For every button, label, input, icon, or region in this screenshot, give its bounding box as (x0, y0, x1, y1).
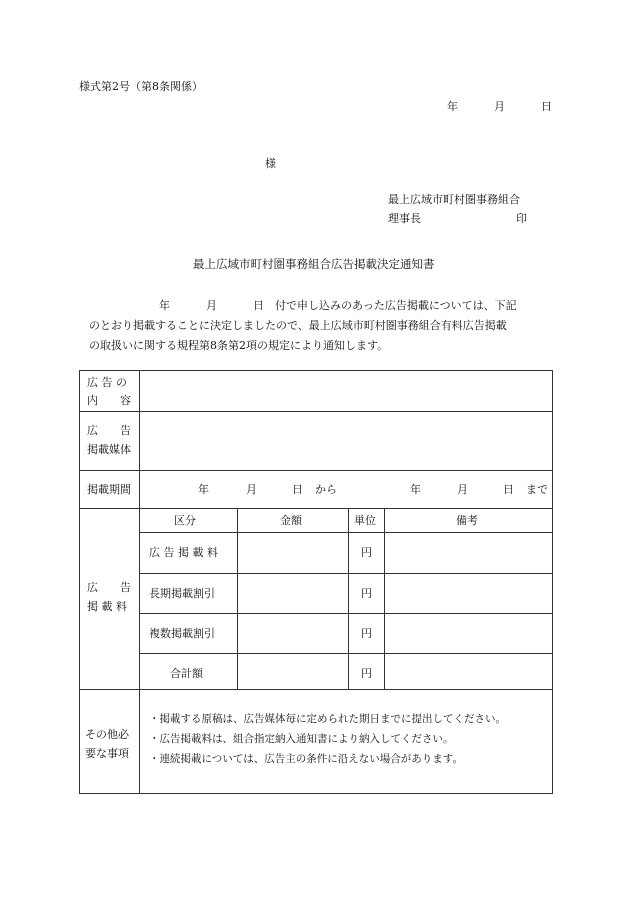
note-item: ・連続掲載については、広告主の条件に沿えない場合があります。 (149, 753, 463, 765)
document-title: 最上広域市町村圏事務組合広告掲載決定通知書 (193, 257, 435, 271)
fee-row-category: 広 告 掲 載 料 (149, 546, 218, 559)
period-day-2: 日 (503, 483, 514, 496)
table-divider (139, 508, 140, 793)
note-item: ・広告掲載料は、組合指定納入通知書により納入してください。 (149, 733, 454, 745)
date-day-label: 日 (541, 100, 552, 113)
form-number: 様式第2号（第8条関係） (79, 80, 203, 93)
table-divider (237, 508, 238, 689)
period-day-1: 日 (292, 483, 303, 496)
sender-seal: 印 (516, 212, 527, 225)
body-date-year: 年 (159, 299, 170, 312)
notice-table (79, 370, 553, 794)
period-until: まで (526, 483, 548, 496)
table-divider (139, 653, 552, 654)
ad-medium-label: 広 告 (87, 424, 131, 437)
body-date-day: 日 (253, 299, 264, 312)
body-line-2: のとおり掲載することに決定しましたので、最上広域市町村圏事務組合有料広告掲載 (89, 319, 507, 332)
table-divider (139, 573, 552, 574)
header-unit: 単位 (354, 514, 376, 527)
period-month-2: 月 (457, 483, 468, 496)
period-label: 掲載期間 (87, 483, 131, 496)
body-text (79, 296, 549, 356)
table-divider (384, 508, 385, 689)
ad-medium-label: 掲載媒体 (87, 443, 131, 456)
table-divider (139, 371, 140, 470)
notes-list (149, 709, 506, 769)
sender-title: 理事長 (388, 212, 421, 225)
header-amount: 金額 (280, 514, 302, 527)
fee-row-unit: 円 (361, 627, 372, 640)
period-year-2: 年 (410, 483, 421, 496)
ad-content-label: 広 告 の (87, 376, 127, 389)
body-date-month: 月 (206, 299, 217, 312)
period-year-1: 年 (198, 483, 209, 496)
table-divider (80, 470, 552, 471)
table-divider (80, 411, 552, 412)
fee-row-category: 複数掲載割引 (149, 627, 215, 640)
table-divider (80, 508, 552, 509)
fee-row-category: 長期掲載割引 (149, 587, 215, 600)
other-label: 要な事項 (85, 747, 129, 760)
total-label: 合計額 (170, 667, 203, 680)
fee-row-unit: 円 (361, 546, 372, 559)
fee-row-unit: 円 (361, 587, 372, 600)
table-divider (139, 470, 140, 508)
total-unit: 円 (361, 667, 372, 680)
header-category: 区分 (174, 514, 196, 527)
fee-label: 広 告 (87, 581, 131, 594)
header-remarks: 備考 (456, 514, 478, 527)
fee-label: 掲 載 料 (87, 600, 127, 613)
table-divider (80, 689, 552, 690)
table-divider (139, 532, 552, 533)
body-line-1 (79, 296, 549, 316)
date-year-label: 年 (447, 100, 458, 113)
other-label: その他必 (85, 728, 129, 741)
table-divider (139, 613, 552, 614)
sender-organization: 最上広域市町村圏事務組合 (388, 193, 520, 206)
recipient-honorific: 様 (265, 157, 276, 170)
date-month-label: 月 (494, 100, 505, 113)
body-line-1-rest: 付で申し込みのあった広告掲載については、下記 (275, 299, 517, 312)
note-item: ・掲載する原稿は、広告媒体毎に定められた期日までに提出してください。 (149, 713, 506, 725)
table-divider (348, 508, 349, 689)
period-month-1: 月 (246, 483, 257, 496)
ad-content-label: 内 容 (87, 394, 131, 407)
body-line-3: の取扱いに関する規程第8条第2項の規定により通知します。 (89, 339, 389, 352)
period-from: から (315, 483, 337, 496)
